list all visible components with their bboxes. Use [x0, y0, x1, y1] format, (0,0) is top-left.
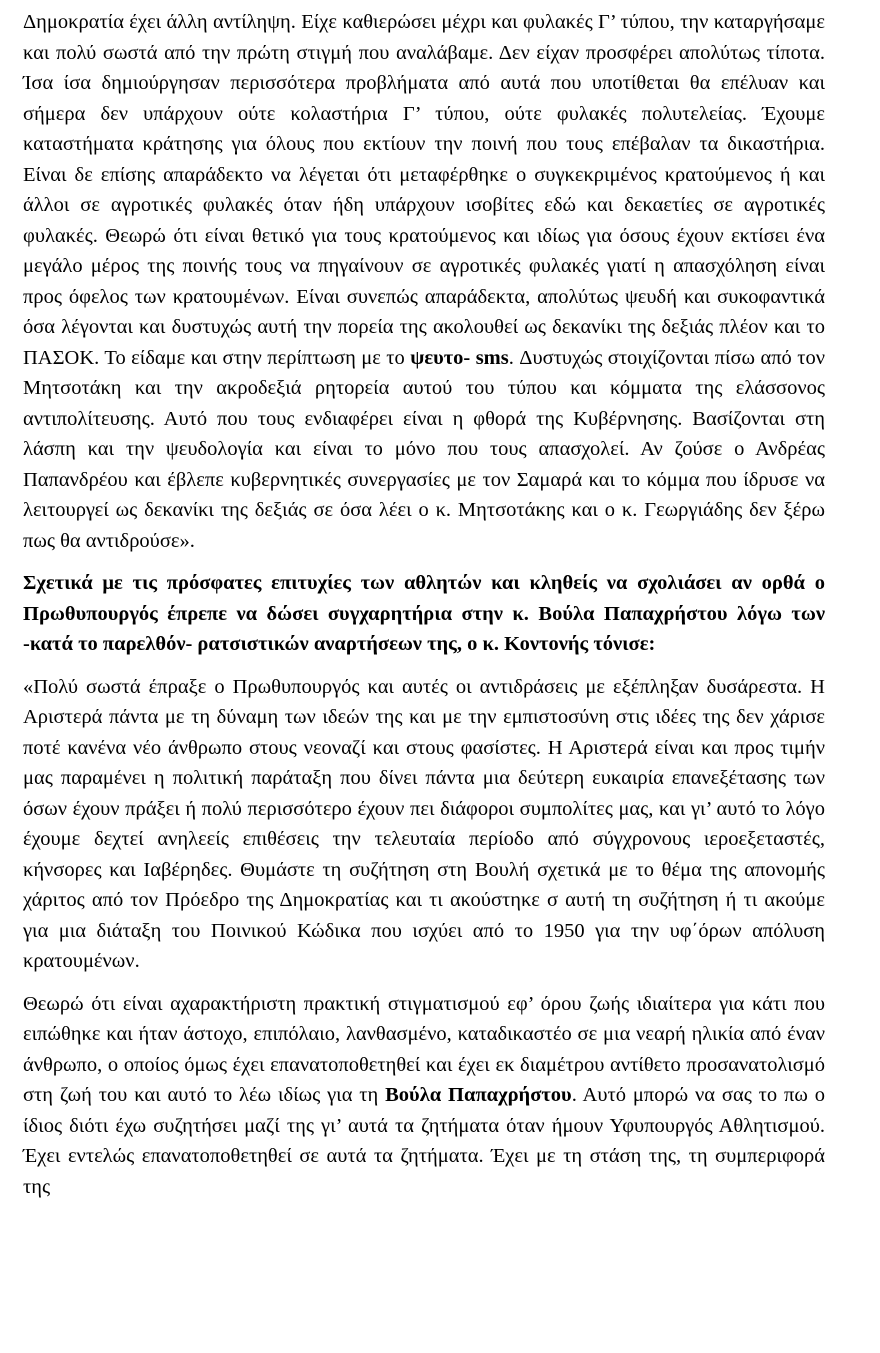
paragraph-stigmatization: [23, 989, 825, 1203]
text-segment: . Αυτό μπορώ να σας το πω ο ίδιος διότι έχω συζητήσει μαζί της γι’ αυτά τα ζητήματα όταν ήμουν Υφυπουργός Αθλητισμού. Έχει εντελώς επανατοποθετηθεί σε αυτά τα ζητήματα. Έχει με τη στάση της, τη συμπεριφορά της: [23, 1084, 825, 1198]
text-segment: . Δυστυχώς στοιχίζονται πίσω από τον Μητσοτάκη και την ακροδεξιά ρητορεία αυτού του τύπου και κόμματα της ελάσσονος αντιπολίτευσης. Αυτό που τους ενδιαφέρει είναι η φθορά της Κυβέρνησης. Βασίζονται στη λάσπη και την ψευδολογία και είναι το μόνο που τους απασχολεί. Αν ζούσε ο Ανδρέας Παπανδρέου και έβλεπε κυβερνητικές συνεργασίες με τον Σαμαρά και το κόμμα που ίδρυσε να λειτουργεί ως δεκανίκι της δεξιάς σε όσα λέει ο κ. Μητσοτάκης και ο κ. Γεωργιάδης δεν ξέρω πως θα αντιδρούσε».: [23, 346, 825, 552]
paragraph-prison-policy: [23, 7, 825, 556]
text-segment-bold: ψευτο- sms: [410, 346, 509, 369]
text-segment: Θεωρώ ότι είναι αχαρακτήριστη πρακτική στιγματισμού εφ’ όρου ζωής ιδιαίτερα για κάτι που ειπώθηκε και ήταν άστοχο, επιπόλαιο, λανθασμένο, καταδικαστέο σε μια νεαρή ηλικία από έναν άνθρωπο, ο οποίος όμως έχει επανατοποθετηθεί και έχει εκ διαμέτρου αντίθετο προσανατολισμό στη ζωή του και αυτό το λέω ιδίως για τη: [23, 992, 825, 1106]
text-segment-bold: Σχετικά με τις πρόσφατες επιτυχίες των αθλητών και κληθείς να σχολιάσει αν ορθά ο Πρωθυπουργός έπρεπε να δώσει συγχαρητήρια στην κ. Βούλα Παπαχρήστου λόγω των -κατά το παρελθόν- ρατσιστικών αναρτήσεων της, ο κ. Κοντονής τόνισε:: [23, 572, 825, 655]
text-segment: «Πολύ σωστά έπραξε ο Πρωθυπουργός και αυτές οι αντιδράσεις με εξέπληξαν δυσάρεστα. Η Αριστερά πάντα με τη δύναμη των ιδεών της και με την εμπιστοσύνη στις ιδέες της δεν χάρισε ποτέ κανένα νέο άνθρωπο στους νεοναζί και στους φασίστες. Η Αριστερά είναι και προς τιμήν μας παραμένει η πολιτική παράταξη που δίνει πάντα μια δεύτερη ευκαιρία επανεξέτασης των όσων έχουν πράξει ή πολύ περισσότερο έχουν πει διάφοροι συμπολίτες μας, και γι’ αυτό το λόγο έχουμε δεχτεί ανηλεείς επιθέσεις την τελευταία περίοδο από σύγχρονους ιεροεξεταστές, κήνσορες και Ιαβέρηδες. Θυμάστε τη συζήτηση στη Βουλή σχετικά με το θέμα της απονομής χάριτος από τον Πρόεδρο της Δημοκρατίας και τι ακούστηκε σ αυτή τη συζήτηση ή τι ακούμε για μια διάταξη του Ποινικού Κώδικα που ισχύει από το 1950 για την υφ΄όρων απόλυση κρατουμένων.: [23, 675, 825, 972]
text-segment: Δημοκρατία έχει άλλη αντίληψη. Είχε καθιερώσει μέχρι και φυλακές Γ’ τύπου, την καταργήσαμε και πολύ σωστά από την πρώτη στιγμή που αναλάβαμε. Δεν είχαν προσφέρει απολύτως τίποτα. Ίσα ίσα δημιούργησαν περισσότερα προβλήματα από αυτά που υποτίθεται θα επέλυαν και σήμερα δεν υπάρχουν ούτε κολαστήρια Γ’ τύπου, ούτε φυλακές πολυτελείας. Έχουμε καταστήματα κράτησης για όλους που εκτίουν την ποινή που τους επέβαλαν τα δικαστήρια. Είναι δε επίσης απαράδεκτο να λέγεται ότι μεταφέρθηκε ο συγκεκριμένος κρατούμενος ή και άλλοι σε αγροτικές φυλακές όταν ήδη υπάρχουν ισοβίτες εδώ και δεκαετίες σε αγροτικές φυλακές. Θεωρώ ότι είναι θετικό για τους κρατούμενος και ιδίως για όσους έχουν εκτίσει ένα μεγάλο μέρος της ποινής τους να πηγαίνουν σε αγροτικές φυλακές γιατί η απασχόληση είναι προς όφελος των κρατουμένων. Είναι συνεπώς απαράδεκτα, απολύτως ψευδή και συκοφαντικά όσα λέγονται και δυστυχώς αυτή την πορεία της ακολουθεί ως δεκανίκι της δεξιάς πλέον και το ΠΑΣΟΚ. Το είδαμε και στην περίπτωση με το: [23, 11, 825, 369]
paragraph-question-heading: [23, 568, 825, 660]
document-page: [23, 7, 825, 1214]
paragraph-answer: [23, 672, 825, 977]
text-segment-bold: Βούλα Παπαχρήστου: [385, 1084, 572, 1106]
